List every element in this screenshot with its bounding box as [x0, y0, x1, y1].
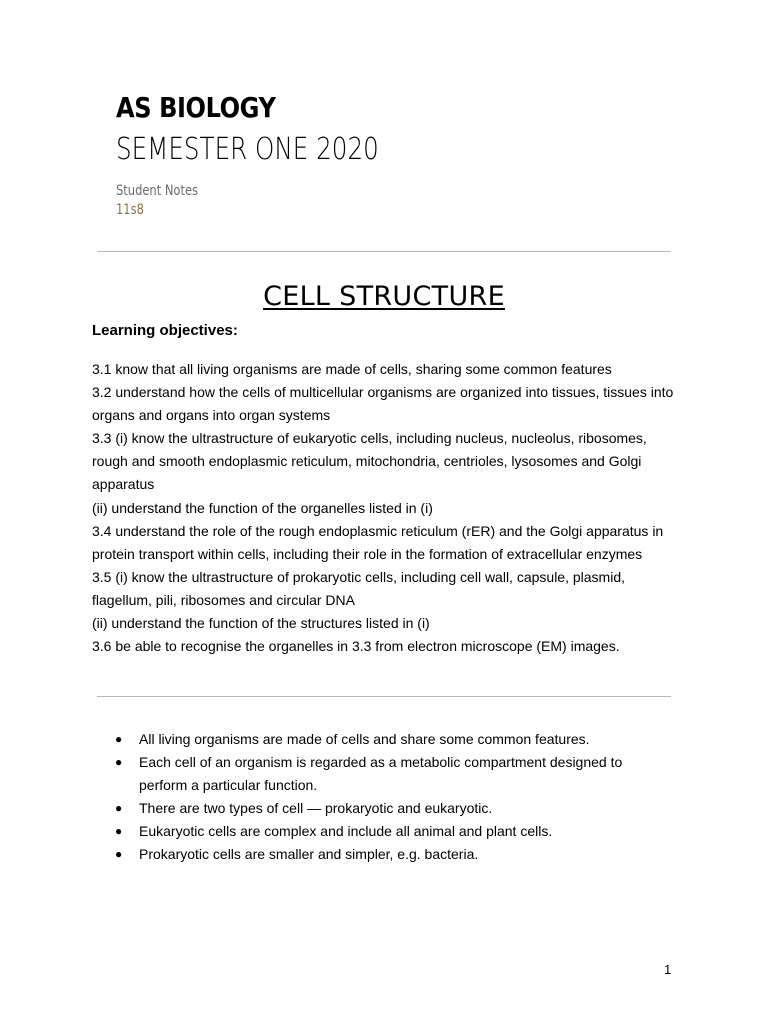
bullet-item: [115, 751, 655, 797]
bullet-text: There are two types of cell — prokaryotic and eukaryotic.: [139, 800, 493, 816]
top-divider: [97, 251, 671, 252]
page-number: 1: [664, 962, 672, 977]
course-title: AS BIOLOGY: [116, 91, 276, 124]
section-title: CELL STRUCTURE: [263, 281, 505, 312]
objective-item: 3.4 understand the role of the rough endoplasmic reticulum (rER) and the Golgi apparatus in protein transport within cells, including their role in the formation of extracellular enzymes: [92, 522, 664, 562]
bullet-text: Each cell of an organism is regarded as a metabolic compartment designed to perform a particular function.: [139, 754, 623, 793]
class-code: 11s8: [116, 202, 144, 218]
objective-item: 3.5 (i) know the ultrastructure of prokaryotic cells, including cell wall, capsule, plasmid, flagellum, pili, ribosomes and circular DNA: [92, 568, 626, 608]
objectives-list: [92, 358, 682, 658]
bullet-item: [115, 820, 655, 843]
bullet-icon: ●: [115, 847, 123, 861]
semester-title: SEMESTER ONE 2020: [116, 132, 379, 167]
objectives-heading: Learning objectives:: [92, 322, 238, 339]
bullet-icon: ●: [115, 824, 123, 838]
objective-item: 3.1 know that all living organisms are made of cells, sharing some common features: [92, 361, 612, 377]
student-notes-label: Student Notes: [116, 183, 198, 199]
bullet-item: [115, 728, 655, 751]
objective-item: 3.2 understand how the cells of multicellular organisms are organized into tissues, tissues into organs and organs into organ systems: [92, 384, 674, 424]
objective-item: 3.6 be able to recognise the organelles in 3.3 from electron microscope (EM) images.: [92, 638, 620, 655]
summary-bullet-list: [115, 728, 655, 866]
bullet-icon: ●: [115, 755, 123, 769]
bullet-text: Prokaryotic cells are smaller and simpler, e.g. bacteria.: [139, 846, 479, 862]
document-header: [116, 88, 436, 220]
bullet-item: [115, 843, 655, 866]
bullet-icon: ●: [115, 801, 123, 815]
middle-divider: [97, 696, 671, 697]
bullet-icon: ●: [115, 732, 123, 746]
bullet-text: Eukaryotic cells are complex and include all animal and plant cells.: [139, 823, 553, 839]
bullet-text: All living organisms are made of cells and share some common features.: [139, 731, 590, 747]
objective-item: (ii) understand the function of the structures listed in (i): [92, 615, 430, 632]
bullet-item: [115, 797, 655, 820]
objective-item: (ii) understand the function of the organelles listed in (i): [92, 499, 433, 516]
objective-item: 3.3 (i) know the ultrastructure of eukaryotic cells, including nucleus, nucleolus, ribosomes, rough and smooth endoplasmic reticulum, mitochondria, centrioles, lysosomes and Golgi apparatus: [92, 430, 647, 493]
